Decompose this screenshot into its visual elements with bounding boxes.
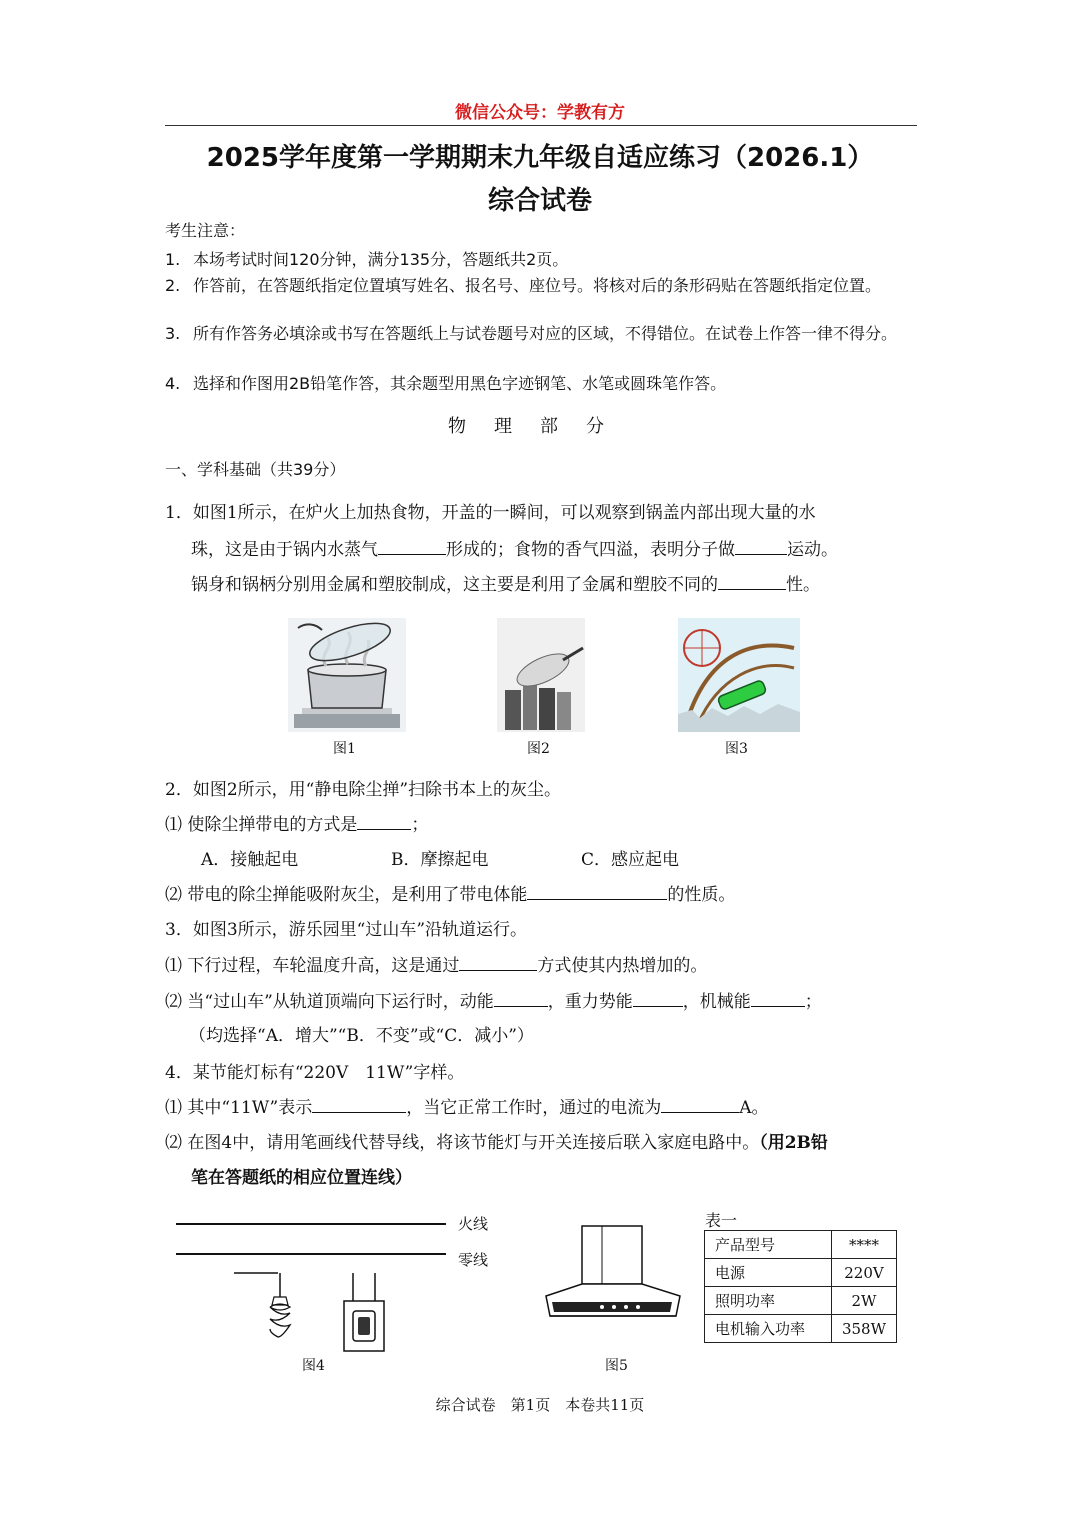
live-wire-label: 火线 bbox=[458, 1215, 489, 1233]
answer-blank[interactable] bbox=[661, 1098, 739, 1113]
q1-line2 bbox=[191, 540, 838, 560]
q4-text: ，当它正常工作时，通过的电流为 bbox=[406, 1098, 662, 1118]
notice-text: 本场考试时间120分钟，满分135分，答题纸共2页。 bbox=[193, 250, 569, 269]
answer-blank[interactable] bbox=[378, 540, 446, 555]
q2-stem: 2．如图2所示，用“静电除尘掸”扫除书本上的灰尘。 bbox=[165, 780, 562, 800]
header-divider bbox=[165, 125, 917, 126]
q3-part1 bbox=[165, 956, 707, 976]
q1-text: 形成的；食物的香气四溢，表明分子做 bbox=[446, 540, 735, 560]
figure-4-circuit-diagram[interactable] bbox=[170, 1205, 490, 1355]
page-title: 2025学年度第一学期期末九年级自适应练习（2026.1） bbox=[206, 143, 874, 173]
figure-4-caption: 图4 bbox=[302, 1358, 325, 1374]
figure-3-roller-coaster-image bbox=[678, 618, 800, 732]
q2-text: ⑴ 使除尘掸带电的方式是 bbox=[165, 815, 358, 835]
table-label: 照明功率 bbox=[705, 1287, 832, 1315]
notice-item bbox=[165, 274, 925, 298]
q3-text: ⑴ 下行过程，车轮温度升高，这是通过 bbox=[165, 956, 460, 976]
notice-text: 作答前，在答题纸指定位置填写姓名、报名号、座位号。将核对后的条形码贴在答题纸指定位置。 bbox=[193, 276, 882, 295]
table-value: 220V bbox=[831, 1259, 896, 1287]
notice-number: 4. bbox=[165, 374, 181, 393]
notice-item bbox=[165, 322, 925, 346]
q4-text: ⑴ 其中“11W”表示 bbox=[165, 1098, 313, 1118]
figure-2-caption: 图2 bbox=[527, 741, 550, 757]
q3-text: 方式使其内热增加的。 bbox=[537, 956, 708, 976]
q2-option-a[interactable]: A．接触起电 bbox=[201, 850, 299, 870]
table-value: 358W bbox=[831, 1315, 896, 1343]
q1-line1: 1．如图1所示，在炉火上加热食物，开盖的一瞬间，可以观察到锅盖内部出现大量的水 bbox=[165, 503, 816, 523]
q2-option-c[interactable]: C．感应起电 bbox=[581, 850, 680, 870]
answer-blank[interactable] bbox=[527, 885, 667, 900]
q1-text: 运动。 bbox=[787, 540, 838, 560]
q4-text: ⑵ 在图4中，请用笔画线代替导线，将该节能灯与开关连接后联入家庭电路中。 bbox=[165, 1133, 760, 1153]
figure-3-caption: 图3 bbox=[725, 741, 748, 757]
specs-table bbox=[704, 1230, 897, 1343]
figure-5-range-hood-image bbox=[540, 1218, 684, 1328]
q3-text: ，机械能 bbox=[682, 992, 751, 1012]
notice-number: 1. bbox=[165, 250, 181, 269]
q3-text: ，重力势能 bbox=[547, 992, 633, 1012]
table-caption: 表一 bbox=[705, 1211, 738, 1230]
q1-text: 珠，这是由于锅内水蒸气 bbox=[191, 540, 378, 560]
page-footer: 综合试卷 第1页 本卷共11页 bbox=[435, 1396, 645, 1414]
q3-note: （均选择“A．增大”“B．不变”或“C．减小”） bbox=[189, 1026, 534, 1046]
q2-part2 bbox=[165, 885, 735, 905]
answer-blank[interactable] bbox=[718, 575, 786, 590]
table-label: 电源 bbox=[705, 1259, 832, 1287]
answer-blank[interactable] bbox=[459, 956, 537, 971]
answer-blank[interactable] bbox=[633, 992, 683, 1007]
energy-saving-bulb-icon bbox=[234, 1273, 290, 1337]
figure-1-caption: 图1 bbox=[333, 741, 356, 757]
q4-bold-text: （用2B铅 bbox=[759, 1133, 828, 1153]
q3-text: ； bbox=[804, 992, 822, 1012]
switch-icon bbox=[344, 1273, 384, 1351]
answer-blank[interactable] bbox=[357, 815, 411, 830]
q3-stem: 3．如图3所示，游乐园里“过山车”沿轨道运行。 bbox=[165, 920, 528, 940]
answer-blank[interactable] bbox=[751, 992, 805, 1007]
answer-blank[interactable] bbox=[735, 540, 787, 555]
neutral-wire-label: 零线 bbox=[458, 1251, 489, 1269]
notice-item bbox=[165, 372, 925, 396]
answer-blank[interactable] bbox=[312, 1098, 406, 1113]
table-value: 2W bbox=[831, 1287, 896, 1315]
figure-1-pot-image bbox=[288, 618, 406, 732]
q1-text: 锅身和锅柄分别用金属和塑胶制成，这主要是利用了金属和塑胶不同的 bbox=[191, 575, 718, 595]
table-row bbox=[705, 1315, 897, 1343]
q4-part2 bbox=[165, 1133, 925, 1153]
notice-number: 2. bbox=[165, 276, 181, 295]
part-heading: 一、学科基础（共39分） bbox=[165, 460, 346, 479]
q3-text: ⑵ 当“过山车”从轨道顶端向下运行时，动能 bbox=[165, 992, 494, 1012]
notice-item bbox=[165, 248, 925, 272]
notice-number: 3. bbox=[165, 324, 181, 343]
notice-text: 选择和作图用2B铅笔作答，其余题型用黑色字迹钢笔、水笔或圆珠笔作答。 bbox=[193, 374, 727, 393]
q1-line3 bbox=[191, 575, 820, 595]
q4-part2-cont: 笔在答题纸的相应位置连线） bbox=[191, 1168, 412, 1188]
figure-2-duster-image bbox=[497, 618, 585, 732]
q4-part1 bbox=[165, 1098, 769, 1118]
figure-5-caption: 图5 bbox=[605, 1358, 628, 1374]
header-watermark: 微信公众号：学教有方 bbox=[455, 103, 625, 123]
notice-text: 所有作答务必填涂或书写在答题纸上与试卷题号对应的区域，不得错位。在试卷上作答一律不得分。 bbox=[193, 324, 898, 343]
notice-heading: 考生注意： bbox=[165, 221, 246, 240]
table-row bbox=[705, 1287, 897, 1315]
q4-stem: 4．某节能灯标有“220V 11W”字样。 bbox=[165, 1063, 465, 1083]
q2-text: ⑵ 带电的除尘掸能吸附灰尘，是利用了带电体能 bbox=[165, 885, 528, 905]
table-label: 电机输入功率 bbox=[705, 1315, 832, 1343]
q2-text: ； bbox=[411, 815, 429, 835]
q3-part2 bbox=[165, 992, 822, 1012]
page-subtitle: 综合试卷 bbox=[487, 186, 592, 216]
table-label: 产品型号 bbox=[705, 1231, 832, 1259]
q2-text: 的性质。 bbox=[667, 885, 736, 905]
section-title: 物理部分 bbox=[448, 416, 632, 437]
table-row bbox=[705, 1259, 897, 1287]
answer-blank[interactable] bbox=[494, 992, 548, 1007]
q1-text: 性。 bbox=[786, 575, 820, 595]
q4-text: A。 bbox=[739, 1098, 769, 1118]
q2-option-b[interactable]: B．摩擦起电 bbox=[391, 850, 489, 870]
table-row bbox=[705, 1231, 897, 1259]
table-value: **** bbox=[831, 1231, 896, 1259]
q2-part1 bbox=[165, 815, 428, 835]
